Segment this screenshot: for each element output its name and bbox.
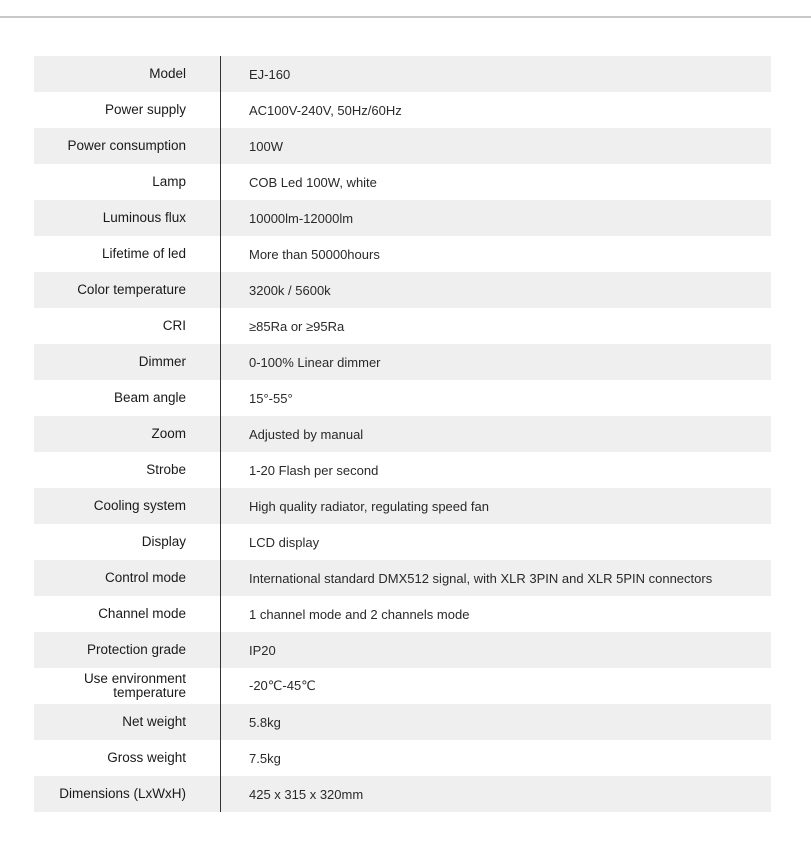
spec-table xyxy=(34,56,771,812)
spec-row-power-consumption xyxy=(34,128,771,164)
spec-row-cri xyxy=(34,308,771,344)
spec-row-beam-angle xyxy=(34,380,771,416)
spec-row-dimensions xyxy=(34,776,771,812)
spec-label: Protection grade xyxy=(86,642,186,657)
spec-row-power-supply xyxy=(34,92,771,128)
spec-value: 5.8kg xyxy=(249,714,281,730)
spec-label: Model xyxy=(149,66,186,81)
spec-value: 1-20 Flash per second xyxy=(249,462,379,478)
spec-row-cooling-system xyxy=(34,488,771,524)
spec-label: Luminous flux xyxy=(102,210,186,225)
spec-label: Control mode xyxy=(104,570,186,585)
spec-label: Dimensions (LxWxH) xyxy=(59,786,186,801)
spec-label: Strobe xyxy=(146,462,186,477)
spec-row-gross-weight xyxy=(34,740,771,776)
spec-row-lifetime xyxy=(34,236,771,272)
spec-label: Power supply xyxy=(104,102,186,117)
spec-value: 100W xyxy=(249,138,283,154)
spec-value: IP20 xyxy=(249,642,276,658)
spec-value: International standard DMX512 signal, with XLR 3PIN and XLR 5PIN connectors xyxy=(249,570,713,586)
spec-row-dimmer xyxy=(34,344,771,380)
spec-value: 7.5kg xyxy=(249,750,281,766)
spec-row-environment-temperature xyxy=(34,668,771,704)
spec-row-protection-grade xyxy=(34,632,771,668)
spec-label: Zoom xyxy=(151,426,186,441)
spec-label: Beam angle xyxy=(113,390,186,405)
spec-row-zoom xyxy=(34,416,771,452)
spec-value: COB Led 100W, white xyxy=(249,174,377,190)
spec-value: High quality radiator, regulating speed fan xyxy=(249,498,489,514)
spec-row-control-mode xyxy=(34,560,771,596)
spec-label: Gross weight xyxy=(107,750,186,765)
spec-row-lamp xyxy=(34,164,771,200)
spec-label: Power consumption xyxy=(67,138,186,153)
spec-label: Cooling system xyxy=(93,498,186,513)
spec-row-net-weight xyxy=(34,704,771,740)
spec-value: AC100V-240V, 50Hz/60Hz xyxy=(249,102,402,118)
spec-value: Adjusted by manual xyxy=(249,426,364,442)
spec-label: Lifetime of led xyxy=(101,246,186,261)
spec-value: 1 channel mode and 2 channels mode xyxy=(249,606,470,622)
spec-value: 0-100% Linear dimmer xyxy=(249,354,381,370)
spec-label: Channel mode xyxy=(98,606,186,621)
spec-row-model xyxy=(34,56,771,92)
spec-value: 3200k / 5600k xyxy=(249,282,331,298)
spec-label: Color temperature xyxy=(77,282,186,297)
spec-value: -20℃-45℃ xyxy=(249,678,316,693)
spec-value: EJ-160 xyxy=(249,66,291,82)
spec-label: Dimmer xyxy=(138,354,186,369)
spec-label: Use environment temperature xyxy=(83,671,186,700)
spec-row-display xyxy=(34,524,771,560)
spec-row-color-temperature xyxy=(34,272,771,308)
top-divider xyxy=(0,16,811,18)
spec-label: Net weight xyxy=(122,714,186,729)
spec-value: 15°-55° xyxy=(249,390,293,406)
spec-value: 10000lm-12000lm xyxy=(249,210,354,226)
spec-label: Lamp xyxy=(152,174,186,189)
spec-value: LCD display xyxy=(249,534,320,550)
spec-value: 425 x 315 x 320mm xyxy=(249,786,364,802)
spec-row-strobe xyxy=(34,452,771,488)
spec-row-luminous-flux xyxy=(34,200,771,236)
spec-row-channel-mode xyxy=(34,596,771,632)
spec-label: CRI xyxy=(162,318,186,333)
spec-value: More than 50000hours xyxy=(249,246,380,262)
spec-value: ≥85Ra or ≥95Ra xyxy=(249,318,345,334)
spec-label: Display xyxy=(141,534,186,549)
